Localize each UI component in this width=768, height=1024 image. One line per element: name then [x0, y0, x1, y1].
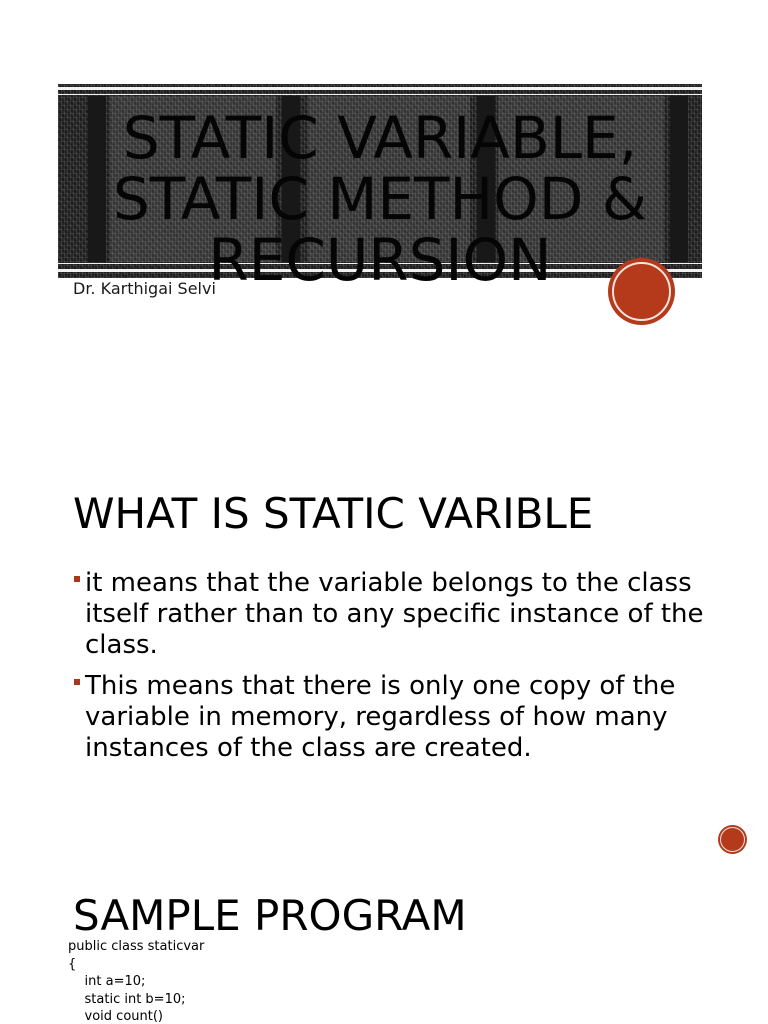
banner-top-rule — [58, 87, 702, 90]
accent-circle-badge-small — [718, 825, 747, 854]
bullet-list — [73, 568, 723, 774]
bullet-item — [73, 671, 723, 764]
code-line: static int b=10; — [68, 991, 186, 1007]
square-bullet-icon — [74, 576, 80, 582]
accent-circle-badge — [608, 258, 675, 325]
square-bullet-icon — [74, 679, 80, 685]
code-line: public class staticvar — [68, 939, 205, 954]
bullet-text: it means that the variable belongs to the class itself rather than to any specific instance of the class. — [85, 568, 704, 660]
banner-top-thin-rule — [58, 94, 702, 95]
code-block — [68, 938, 204, 1024]
section-heading-sample-program: SAMPLE PROGRAM — [73, 891, 467, 940]
bullet-text: This means that there is only one copy of the variable in memory, regardless of how many instances of the class are created. — [85, 671, 676, 763]
code-line: int a=10; — [68, 974, 146, 989]
section-heading-static-variable: WHAT IS STATIC VARIBLE — [73, 489, 594, 538]
code-line: { — [68, 956, 77, 972]
bullet-item — [73, 568, 723, 661]
slide-title: STATIC VARIABLE, STATIC METHOD & RECURSION — [112, 104, 648, 294]
author-name: Dr. Karthigai Selvi — [73, 279, 216, 298]
code-line: void count() — [68, 1009, 163, 1024]
